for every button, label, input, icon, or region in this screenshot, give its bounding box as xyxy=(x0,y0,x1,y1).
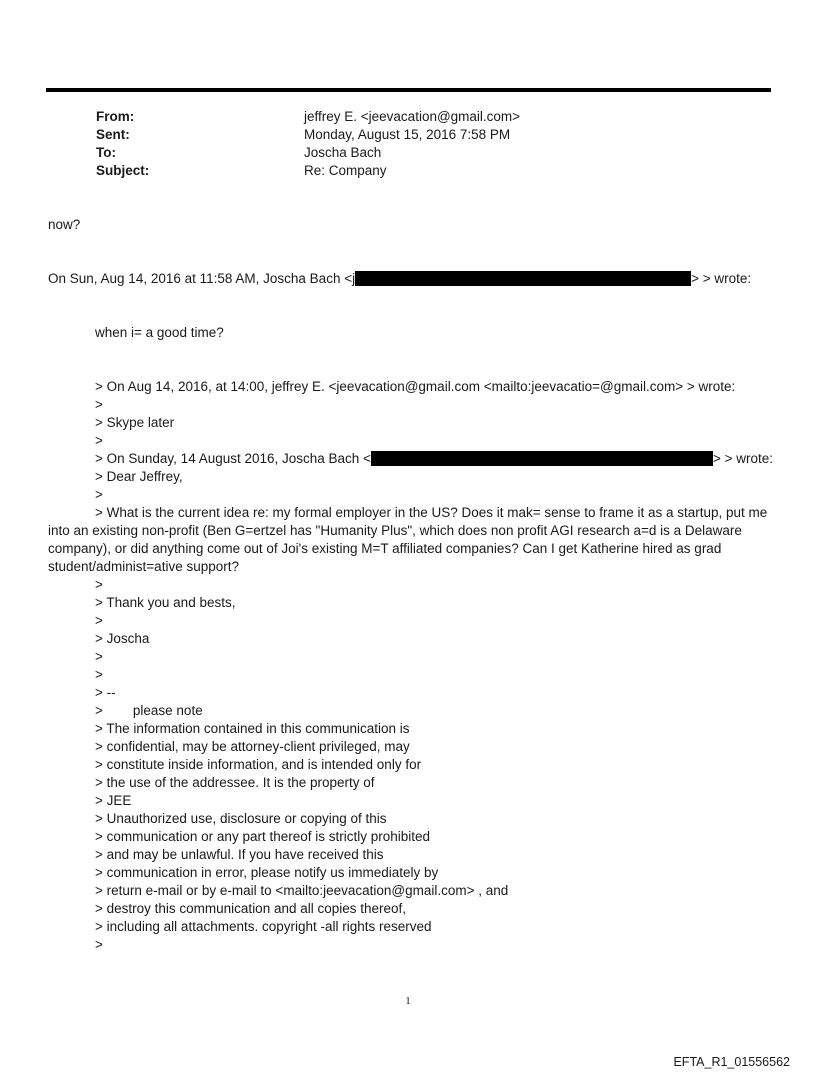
quoted-line: > xyxy=(95,613,103,628)
disclaimer-line: > constitute inside information, and is intended only for xyxy=(95,757,422,772)
quoted-attribution-pre: > On Sunday, 14 August 2016, Joscha Bach < xyxy=(95,451,371,466)
disclaimer-line: > confidential, may be attorney-client privileged, may xyxy=(95,739,410,754)
quoted-line: > xyxy=(95,487,103,502)
reply-text: now? xyxy=(48,217,81,232)
from-label: From: xyxy=(96,109,135,124)
subject-label: Subject: xyxy=(96,163,150,178)
quoted-line: > please note xyxy=(95,703,203,718)
sent-value: Monday, August 15, 2016 7:58 PM xyxy=(304,127,511,142)
page-number: 1 xyxy=(405,995,411,1007)
quoted-attribution xyxy=(95,450,773,468)
quoted-attribution-post: > > wrote: xyxy=(712,451,773,466)
disclaimer-line: > communication in error, please notify us immediately by xyxy=(95,865,439,880)
to-label: To: xyxy=(96,145,116,160)
quoted-line: > xyxy=(95,667,103,682)
quoted-line: > xyxy=(95,577,103,592)
quoted-line: when i= a good time? xyxy=(95,325,224,340)
quoted-line: > xyxy=(95,433,103,448)
redaction-bar xyxy=(371,451,713,466)
quote-attribution-pre: On Sun, Aug 14, 2016 at 11:58 AM, Joscha Bach <j xyxy=(48,271,356,286)
disclaimer-line: > the use of the addressee. It is the property of xyxy=(95,775,375,790)
quoted-line: > xyxy=(95,649,103,664)
quoted-line: > Dear Jeffrey, xyxy=(95,469,183,484)
subject-value: Re: Company xyxy=(304,163,387,178)
quoted-line: > -- xyxy=(95,685,116,700)
disclaimer-line: > The information contained in this communication is xyxy=(95,721,410,736)
header-rule xyxy=(46,88,771,92)
paragraph-line: > What is the current idea re: my formal employer in the US? Does it mak= sense to frame it as a startup, put me xyxy=(95,505,768,520)
disclaimer-line: > return e-mail or by e-mail to <mailto:jeevacation@gmail.com> , and xyxy=(95,883,509,898)
disclaimer-line: > and may be unlawful. If you have received this xyxy=(95,847,384,862)
paragraph-line: company), or did anything come out of Joi's existing M=T affiliated companies? Can I get Katherine hired as grad xyxy=(48,541,722,556)
quoted-line: > Skype later xyxy=(95,415,175,430)
quoted-line: > Thank you and bests, xyxy=(95,595,236,610)
quoted-line: > xyxy=(95,937,103,952)
quote-attribution-post: > > wrote: xyxy=(691,271,752,286)
disclaimer-line: > including all attachments. copyright -all rights reserved xyxy=(95,919,432,934)
quote-attribution xyxy=(48,270,751,288)
quoted-line: > Joscha xyxy=(95,631,150,646)
quoted-line: > xyxy=(95,397,103,412)
redaction-bar xyxy=(355,271,691,286)
quoted-line: > On Aug 14, 2016, at 14:00, jeffrey E. <jeevacation@gmail.com <mailto:jeevacatio=@gmail.com> > wrote: xyxy=(95,379,736,394)
disclaimer-line: > JEE xyxy=(95,793,132,808)
disclaimer-line: > Unauthorized use, disclosure or copying of this xyxy=(95,811,387,826)
bates-number: EFTA_R1_01556562 xyxy=(673,1055,790,1069)
to-value: Joscha Bach xyxy=(304,145,382,160)
disclaimer-line: > destroy this communication and all copies thereof, xyxy=(95,901,407,916)
disclaimer-line: > communication or any part thereof is strictly prohibited xyxy=(95,829,431,844)
paragraph-line: student/administ=ative support? xyxy=(48,559,239,574)
sent-label: Sent: xyxy=(96,127,130,142)
from-value: jeffrey E. <jeevacation@gmail.com> xyxy=(304,109,521,124)
paragraph-line: into an existing non-profit (Ben G=ertzel has "Humanity Plus", which does non profit AGI research a=d is a Delaware xyxy=(48,523,742,538)
